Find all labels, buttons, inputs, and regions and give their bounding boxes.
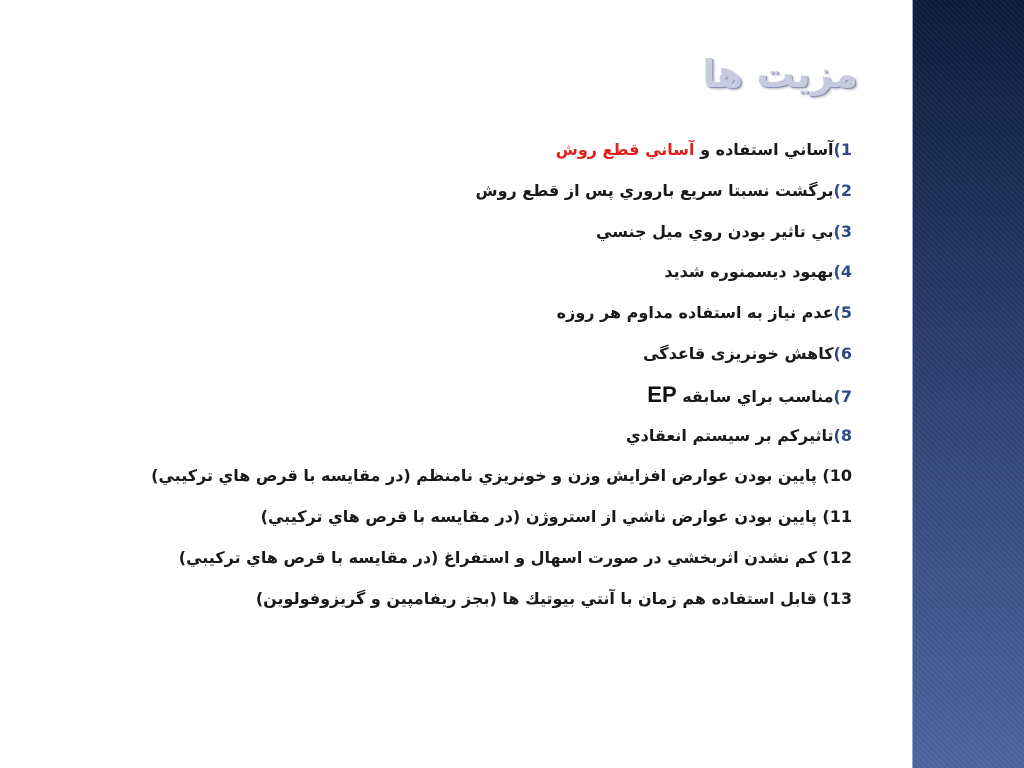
list-item <box>132 334 852 375</box>
list-item-text: كم نشدن اثربخشي در صورت اسهال و استفراغ (در مقايسه با قرص هاي تركيبي) <box>178 547 823 567</box>
list-item-number: 13) <box>822 588 852 608</box>
advantages-list <box>132 130 852 620</box>
list-item <box>132 416 852 457</box>
list-item-text: تاثيركم بر سيستم انعقادي <box>625 425 834 445</box>
slide-title: مزیت ها <box>702 52 858 96</box>
list-item-number: 2) <box>833 180 852 200</box>
list-item-suffix: EP <box>647 381 677 407</box>
list-item-text: بهبود ديسمنوره شديد <box>664 262 834 282</box>
list-item <box>132 579 852 620</box>
list-item-number: 10) <box>822 466 852 486</box>
list-item <box>132 171 852 212</box>
list-item <box>132 130 852 171</box>
list-item-number: 6) <box>833 343 852 363</box>
list-item-number: 11) <box>822 507 852 527</box>
list-item-text: بي تاثير بودن روي ميل جنسي <box>596 221 834 241</box>
list-item-text: عدم نياز به استفاده مداوم هر روزه <box>556 303 834 323</box>
list-item <box>132 212 852 253</box>
side-decoration-panel <box>912 0 1024 768</box>
list-item-number: 7) <box>833 386 852 406</box>
list-item <box>132 293 852 334</box>
list-item <box>132 375 852 416</box>
list-item-text: قابل استفاده هم زمان با آنتي بيوتيك ها (بجز ريفامپين و گريزوفولوين) <box>255 588 823 608</box>
list-item-number: 3) <box>833 221 852 241</box>
list-item-number: 4) <box>833 262 852 282</box>
list-item-text: آساني استفاده و <box>694 140 834 159</box>
list-item-number: 8) <box>833 425 852 445</box>
list-item <box>132 538 852 579</box>
list-item <box>132 456 852 497</box>
list-item-number: 12) <box>822 547 852 567</box>
list-item-number: 5) <box>833 303 852 323</box>
list-item-highlight: آساني قطع روش <box>555 140 695 159</box>
list-item-text: کاهش خونریزی قاعدگی <box>643 343 834 363</box>
list-item <box>132 497 852 538</box>
list-item-text: برگشت نسبتا سريع باروري پس از قطع روش <box>475 180 834 200</box>
list-item-text: مناسب براي سابقه <box>676 386 834 406</box>
list-item-text: پايين بودن عوارض ناشي از استروژن (در مقايسه با قرص هاي تركيبي) <box>260 507 823 527</box>
list-item-number: 1) <box>833 140 852 159</box>
list-item <box>132 252 852 293</box>
list-item-text: پايين بودن عوارض افزايش وزن و خونريزي نامنظم (در مقايسه با قرص هاي تركيبي) <box>151 466 823 486</box>
